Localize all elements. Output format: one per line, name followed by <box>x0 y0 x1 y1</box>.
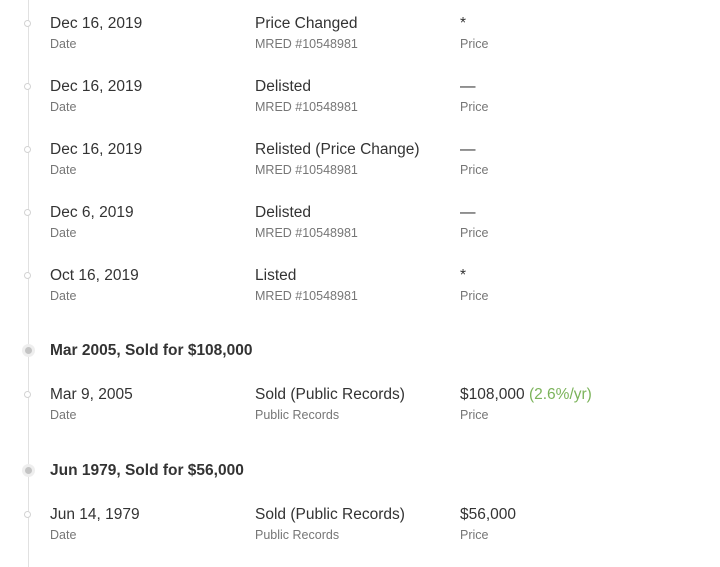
event-source: Public Records <box>255 408 340 422</box>
timeline-dot-icon <box>24 391 31 398</box>
event-date: Dec 6, 2019 <box>50 204 134 221</box>
event-date: Jun 14, 1979 <box>50 506 140 523</box>
event-price: $108,000 <box>460 386 525 403</box>
event-type: Delisted <box>255 204 311 221</box>
event-price: — <box>460 204 476 221</box>
timeline-dot-icon <box>24 83 31 90</box>
event-source: MRED #10548981 <box>255 100 358 114</box>
event-type: Sold (Public Records) <box>255 386 405 403</box>
sale-group-title: Jun 1979, Sold for $56,000 <box>50 462 244 479</box>
event-type: Listed <box>255 267 297 284</box>
event-price: — <box>460 141 476 158</box>
event-date-label: Date <box>50 289 77 303</box>
event-type: Delisted <box>255 78 311 95</box>
history-event <box>0 14 720 60</box>
timeline-dot-icon <box>24 272 31 279</box>
event-date-label: Date <box>50 528 77 542</box>
sale-group-header <box>0 460 720 482</box>
event-date: Dec 16, 2019 <box>50 15 143 32</box>
event-price-line <box>460 385 592 405</box>
event-price-label: Price <box>460 528 489 542</box>
event-date: Oct 16, 2019 <box>50 267 139 284</box>
timeline-dot-icon <box>24 209 31 216</box>
event-type: Sold (Public Records) <box>255 506 405 523</box>
event-price-label: Price <box>460 37 489 51</box>
history-event <box>0 77 720 123</box>
history-event <box>0 505 720 551</box>
event-date: Mar 9, 2005 <box>50 386 133 403</box>
event-date-label: Date <box>50 408 77 422</box>
timeline-group-dot-icon <box>22 464 35 477</box>
event-date-label: Date <box>50 37 77 51</box>
event-price-label: Price <box>460 163 489 177</box>
event-source: MRED #10548981 <box>255 37 358 51</box>
event-source: MRED #10548981 <box>255 289 358 303</box>
sale-group-title: Mar 2005, Sold for $108,000 <box>50 342 253 359</box>
event-price-label: Price <box>460 226 489 240</box>
event-date-label: Date <box>50 226 77 240</box>
event-date-label: Date <box>50 163 77 177</box>
event-price: * <box>460 15 467 32</box>
event-date-label: Date <box>50 100 77 114</box>
event-price: * <box>460 267 467 284</box>
history-event <box>0 385 720 431</box>
event-date: Dec 16, 2019 <box>50 141 143 158</box>
history-event <box>0 203 720 249</box>
event-price-label: Price <box>460 289 489 303</box>
timeline-group-dot-icon <box>22 344 35 357</box>
event-source: Public Records <box>255 528 340 542</box>
event-type: Price Changed <box>255 15 358 32</box>
price-appreciation: (2.6%/yr) <box>528 386 592 403</box>
event-price: — <box>460 78 476 95</box>
timeline-dot-icon <box>24 20 31 27</box>
history-event <box>0 140 720 186</box>
event-price-label: Price <box>460 100 489 114</box>
event-source: MRED #10548981 <box>255 163 358 177</box>
timeline-dot-icon <box>24 511 31 518</box>
event-source: MRED #10548981 <box>255 226 358 240</box>
sale-group-header <box>0 340 720 362</box>
history-event <box>0 266 720 312</box>
event-date: Dec 16, 2019 <box>50 78 143 95</box>
event-type: Relisted (Price Change) <box>255 141 420 158</box>
timeline-dot-icon <box>24 146 31 153</box>
event-price: $56,000 <box>460 506 517 523</box>
event-price-label: Price <box>460 408 489 422</box>
